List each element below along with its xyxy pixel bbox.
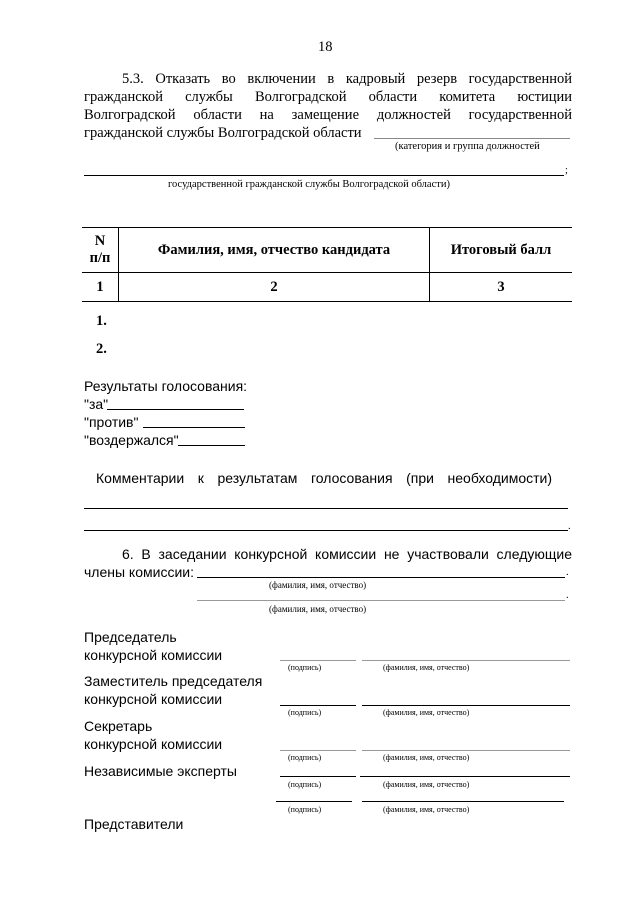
service-caption: государственной гражданской службы Волгоградской области) (168, 179, 450, 190)
expert1-name-line (360, 776, 570, 777)
secretary-name-line (362, 750, 570, 751)
expert1-name-caption: (фамилия, имя, отчество) (383, 780, 470, 789)
header-number (82, 228, 119, 273)
section-6-line1: 6. В заседании конкурсной комиссии не участвовали следующие (122, 546, 572, 562)
deputy-sign-caption: (подпись) (288, 708, 322, 717)
voting-vozderzhalsya-line (178, 445, 245, 446)
section-5-3-line3: Волгоградской области на замещение должностей государственной (84, 107, 572, 123)
chair-name-caption: (фамилия, имя, отчество) (383, 663, 470, 672)
comments-dot: . (568, 521, 571, 532)
voting-za: "за" (84, 396, 109, 412)
absent-caption2: (фамилия, имя, отчество) (269, 604, 367, 614)
table-header-row (82, 228, 572, 273)
list-item-2: 2. (96, 341, 107, 357)
header-fio: Фамилия, имя, отчество кандидата (119, 228, 430, 273)
chair-line2: конкурсной комиссии (84, 647, 223, 663)
voting-vozderzhalsya: "воздержался" (84, 432, 179, 448)
absent-members-line1 (197, 577, 565, 578)
voting-za-line (107, 409, 244, 410)
deputy-line1: Заместитель председателя (84, 673, 263, 689)
chair-name-line (362, 660, 570, 661)
expert1-sign-caption: (подпись) (288, 780, 322, 789)
expert2-name-line (362, 801, 564, 802)
deputy-line2: конкурсной комиссии (84, 691, 223, 707)
col-num-1: 1 (82, 273, 119, 302)
section-6-line2: члены комиссии: (84, 564, 194, 580)
deputy-sign-line (280, 705, 356, 706)
secretary-line2: конкурсной комиссии (84, 736, 223, 752)
header-n-line1: N (94, 233, 106, 249)
voting-protiv: "против" (84, 414, 139, 430)
voting-protiv-line (143, 427, 245, 428)
absent-dot2: . (566, 590, 569, 601)
absent-members-line2 (197, 600, 565, 601)
comments-line2 (84, 530, 568, 531)
voting-title: Результаты голосования: (84, 378, 248, 394)
col-num-3: 3 (430, 273, 573, 302)
position-category-line (374, 138, 570, 139)
chair-sign-caption: (подпись) (288, 663, 322, 672)
secretary-sign-caption: (подпись) (288, 753, 322, 762)
expert2-sign-caption: (подпись) (288, 805, 322, 814)
expert1-sign-line (280, 776, 356, 777)
page-number: 18 (318, 39, 333, 55)
chair-sign-line (280, 660, 356, 661)
secretary-line1: Секретарь (84, 718, 153, 734)
list-item-1: 1. (96, 313, 107, 329)
section-5-3-line4: гражданской службы Волгоградской области (84, 125, 362, 141)
section-5-3-line1: 5.3. Отказать во включении в кадровый резерв государственной (122, 71, 572, 87)
experts-label: Независимые эксперты (84, 763, 237, 779)
colon-mark: ; (565, 165, 568, 176)
position-category-caption: (категория и группа должностей (395, 141, 540, 152)
comments-label: Комментарии к результатам голосования (при необходимости) (96, 470, 552, 486)
position-category-line2 (84, 175, 564, 176)
expert2-sign-line (276, 801, 352, 802)
expert2-name-caption: (фамилия, имя, отчество) (383, 805, 470, 814)
header-n-line2: п/п (89, 250, 111, 266)
absent-dot1: . (566, 567, 569, 578)
representatives-label: Представители (84, 816, 184, 832)
comments-line1 (84, 508, 568, 509)
candidates-table (82, 227, 572, 302)
col-num-2: 2 (119, 273, 430, 302)
deputy-name-line (362, 705, 570, 706)
section-5-3-line2: гражданской службы Волгоградской области комитета юстиции (84, 89, 572, 105)
header-score: Итоговый балл (430, 228, 573, 273)
chair-line1: Председатель (84, 629, 177, 645)
table-number-row (82, 273, 572, 302)
secretary-sign-line (280, 750, 356, 751)
deputy-name-caption: (фамилия, имя, отчество) (383, 708, 470, 717)
absent-caption1: (фамилия, имя, отчество) (269, 580, 367, 590)
secretary-name-caption: (фамилия, имя, отчество) (383, 753, 470, 762)
